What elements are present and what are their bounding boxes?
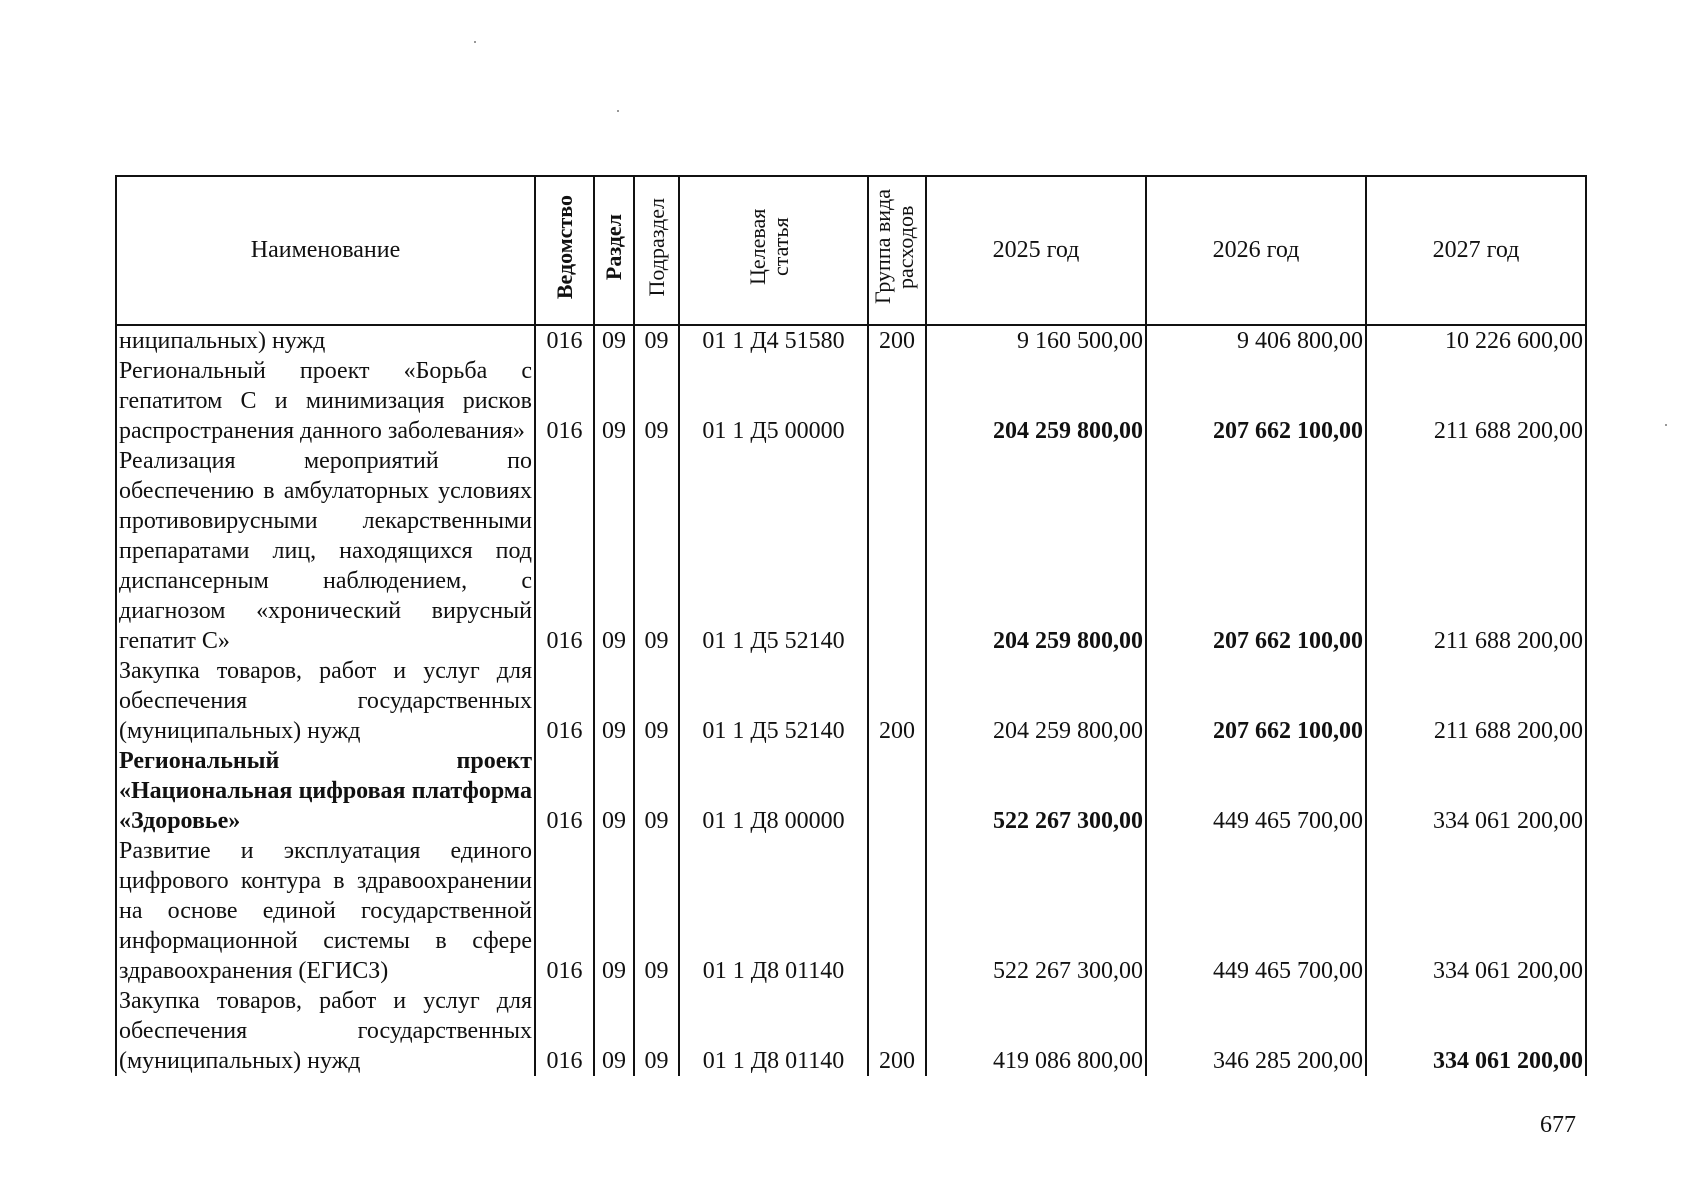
row-vedomstvo: 016 xyxy=(535,356,594,446)
scan-speck xyxy=(474,41,476,43)
table-row xyxy=(116,356,1586,446)
scan-speck xyxy=(1665,424,1667,426)
row-celevaya: 01 1 Д4 51580 xyxy=(679,325,868,356)
table-row xyxy=(116,986,1586,1076)
row-razdel: 09 xyxy=(594,836,634,986)
row-2027: 334 061 200,00 xyxy=(1366,836,1586,986)
row-2025: 522 267 300,00 xyxy=(926,836,1146,986)
row-razdel: 09 xyxy=(594,446,634,656)
header-gruppa xyxy=(868,176,926,325)
row-podrazdel: 09 xyxy=(634,656,679,746)
scan-speck xyxy=(617,110,619,112)
header-celevaya-text: Целевая статья xyxy=(744,208,793,286)
row-2027: 211 688 200,00 xyxy=(1366,356,1586,446)
row-podrazdel: 09 xyxy=(634,836,679,986)
row-gruppa xyxy=(868,836,926,986)
row-celevaya: 01 1 Д5 52140 xyxy=(679,656,868,746)
row-celevaya: 01 1 Д5 00000 xyxy=(679,356,868,446)
row-gruppa xyxy=(868,746,926,836)
row-celevaya: 01 1 Д8 00000 xyxy=(679,746,868,836)
row-gruppa xyxy=(868,356,926,446)
header-row xyxy=(116,176,1586,325)
row-name: Реализация мероприятий по обеспечению в амбулаторных условиях противовирусными лекарственными препаратами лиц, находящихся под диспансерным наблюдением, с диагнозом «хронический вирусный гепатит С» xyxy=(116,446,535,656)
page-number: 677 xyxy=(1540,1112,1576,1138)
row-2027: 211 688 200,00 xyxy=(1366,446,1586,656)
header-gruppa-text: Группа вида расходов xyxy=(870,189,919,305)
row-gruppa: 200 xyxy=(868,325,926,356)
row-2025: 204 259 800,00 xyxy=(926,356,1146,446)
header-razdel-text: Раздел xyxy=(601,213,627,281)
row-2026: 207 662 100,00 xyxy=(1146,656,1366,746)
row-podrazdel: 09 xyxy=(634,446,679,656)
row-celevaya: 01 1 Д8 01140 xyxy=(679,836,868,986)
budget-table xyxy=(115,175,1587,1076)
row-2025: 522 267 300,00 xyxy=(926,746,1146,836)
row-celevaya: 01 1 Д8 01140 xyxy=(679,986,868,1076)
row-2027: 10 226 600,00 xyxy=(1366,325,1586,356)
row-podrazdel: 09 xyxy=(634,746,679,836)
row-celevaya: 01 1 Д5 52140 xyxy=(679,446,868,656)
row-gruppa xyxy=(868,446,926,656)
row-2026: 346 285 200,00 xyxy=(1146,986,1366,1076)
row-2026: 449 465 700,00 xyxy=(1146,746,1366,836)
row-2026: 207 662 100,00 xyxy=(1146,356,1366,446)
table-row xyxy=(116,446,1586,656)
header-vedomstvo-text: Ведомство xyxy=(551,194,577,300)
row-name: Развитие и эксплуатация единого цифрового контура в здравоохранении на основе единой государственной информационной системы в сфере здравоохранения (ЕГИСЗ) xyxy=(116,836,535,986)
row-2026: 449 465 700,00 xyxy=(1146,836,1366,986)
row-vedomstvo: 016 xyxy=(535,746,594,836)
row-vedomstvo: 016 xyxy=(535,836,594,986)
row-2027: 334 061 200,00 xyxy=(1366,986,1586,1076)
row-2025: 419 086 800,00 xyxy=(926,986,1146,1076)
row-razdel: 09 xyxy=(594,986,634,1076)
header-podrazdel-text: Подраздел xyxy=(643,197,669,297)
row-razdel: 09 xyxy=(594,356,634,446)
row-podrazdel: 09 xyxy=(634,325,679,356)
row-2025: 204 259 800,00 xyxy=(926,446,1146,656)
row-name: Региональный проект «Борьба с гепатитом С и минимизация рисков распространения данного заболевания» xyxy=(116,356,535,446)
row-podrazdel: 09 xyxy=(634,986,679,1076)
table-row xyxy=(116,746,1586,836)
row-name: Закупка товаров, работ и услуг для обеспечения государственных (муниципальных) нужд xyxy=(116,986,535,1076)
row-2026: 207 662 100,00 xyxy=(1146,446,1366,656)
table-row xyxy=(116,836,1586,986)
header-celevaya xyxy=(679,176,868,325)
row-2027: 334 061 200,00 xyxy=(1366,746,1586,836)
row-razdel: 09 xyxy=(594,746,634,836)
header-2027: 2027 год xyxy=(1366,176,1586,325)
row-vedomstvo: 016 xyxy=(535,656,594,746)
header-razdel xyxy=(594,176,634,325)
row-vedomstvo: 016 xyxy=(535,986,594,1076)
header-vedomstvo xyxy=(535,176,594,325)
table-row xyxy=(116,325,1586,356)
row-2027: 211 688 200,00 xyxy=(1366,656,1586,746)
row-razdel: 09 xyxy=(594,325,634,356)
row-name: Закупка товаров, работ и услуг для обеспечения государственных (муниципальных) нужд xyxy=(116,656,535,746)
row-gruppa: 200 xyxy=(868,656,926,746)
row-2025: 9 160 500,00 xyxy=(926,325,1146,356)
row-razdel: 09 xyxy=(594,656,634,746)
row-name: ниципальных) нужд xyxy=(116,325,535,356)
row-gruppa: 200 xyxy=(868,986,926,1076)
header-2025: 2025 год xyxy=(926,176,1146,325)
row-name: Региональный проект «Национальная цифровая платформа «Здоровье» xyxy=(116,746,535,836)
row-vedomstvo: 016 xyxy=(535,446,594,656)
header-name: Наименование xyxy=(116,176,535,325)
header-2026: 2026 год xyxy=(1146,176,1366,325)
row-vedomstvo: 016 xyxy=(535,325,594,356)
row-2025: 204 259 800,00 xyxy=(926,656,1146,746)
row-2026: 9 406 800,00 xyxy=(1146,325,1366,356)
header-podrazdel xyxy=(634,176,679,325)
row-podrazdel: 09 xyxy=(634,356,679,446)
table-row xyxy=(116,656,1586,746)
